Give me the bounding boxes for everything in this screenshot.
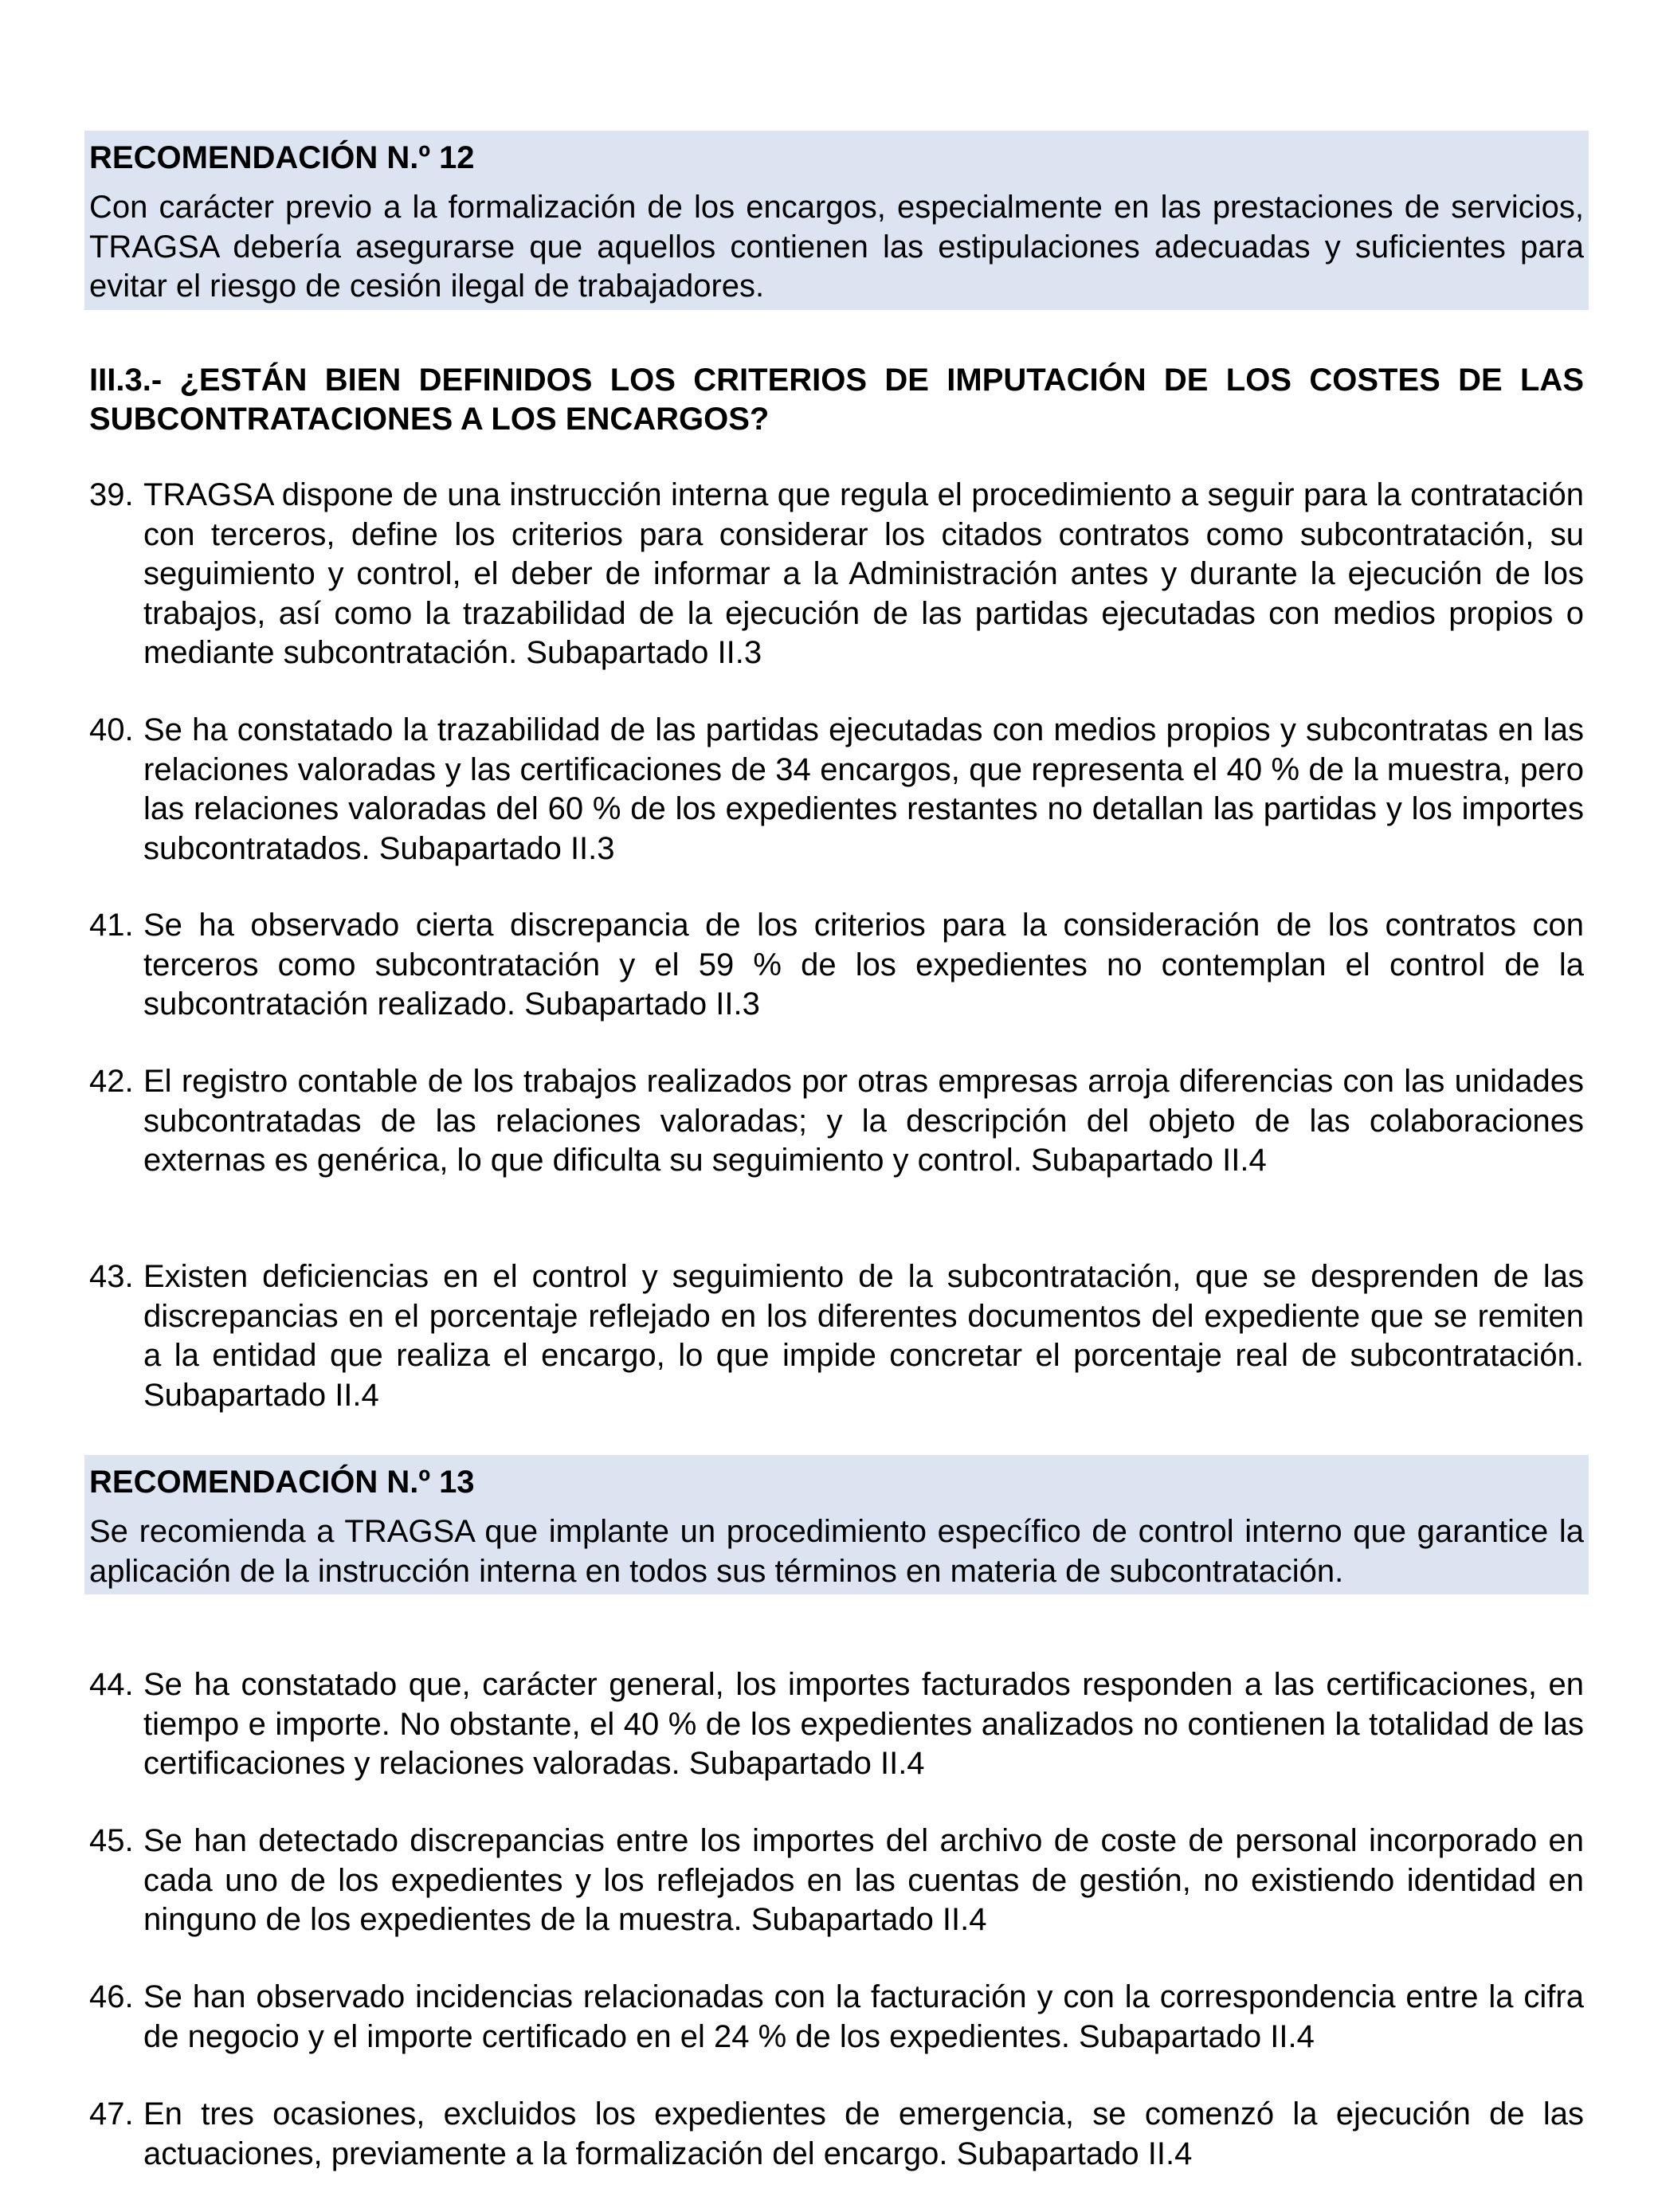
paragraph-text: En tres ocasiones, excluidos los expedientes de emergencia, se comenzó la ejecución de las actuaciones, previamente a la formalización del encargo. Subapartado II.4: [143, 2096, 1584, 2171]
paragraph-47: [89, 2095, 1584, 2174]
recommendation-text: Se recomienda a TRAGSA que implante un procedimiento específico de control interno que garantice la aplicación de la instrucción interna en todos sus términos en materia de subcontratación.: [89, 1514, 1584, 1589]
paragraph-46: [89, 1978, 1584, 2057]
paragraph-number: 43.: [89, 1259, 134, 1294]
paragraph-number: 44.: [89, 1667, 134, 1702]
paragraph-number: 40.: [89, 712, 134, 747]
paragraph-42: [89, 1062, 1584, 1181]
paragraph-text: Se ha constatado que, carácter general, los importes facturados responden a las certificaciones, en tiempo e importe. No obstante, el 40 % de los expedientes analizados no contienen la totalidad de las certificaciones y relaciones valoradas. Subapartado II.4: [143, 1667, 1584, 1781]
paragraph-41: [89, 906, 1584, 1025]
paragraph-40: [89, 711, 1584, 869]
paragraph-45: [89, 1822, 1584, 1940]
paragraph-number: 46.: [89, 1979, 134, 2014]
paragraph-text: Se ha constatado la trazabilidad de las partidas ejecutadas con medios propios y subcontratas en las relaciones valoradas y las certificaciones de 34 encargos, que representa el 40 % de la muestra, pero las relaciones valoradas del 60 % de los expedientes restantes no detallan las partidas y los importes subcontratados. Subapartado II.3: [143, 712, 1584, 866]
paragraph-text: TRAGSA dispone de una instrucción interna que regula el procedimiento a seguir para la contratación con terceros, define los criterios para considerar los citados contratos como subcontratación, su seguimiento y control, el deber de informar a la Administración antes y durante la ejecución de los trabajos, así como la trazabilidad de la ejecución de las partidas ejecutadas con medios propios o mediante subcontratación. Subapartado II.3: [143, 477, 1584, 670]
paragraph-text: Se han detectado discrepancias entre los importes del archivo de coste de personal incorporado en cada uno de los expedientes y los reflejados en las cuentas de gestión, no existiendo identidad en ninguno de los expedientes de la muestra. Subapartado II.4: [143, 1823, 1584, 1937]
recommendation-box-12: [84, 131, 1589, 310]
paragraph-text: Se ha observado cierta discrepancia de los criterios para la consideración de los contratos con terceros como subcontratación y el 59 % de los expedientes no contemplan el control de la subcontratación realizado. Subapartado II.3: [143, 908, 1584, 1022]
paragraph-number: 42.: [89, 1064, 134, 1099]
recommendation-title: RECOMENDACIÓN N.º 12: [89, 140, 475, 175]
paragraph-number: 47.: [89, 2096, 134, 2132]
recommendation-box-13: [84, 1455, 1589, 1594]
paragraph-number: 41.: [89, 908, 134, 943]
recommendation-text: Con carácter previo a la formalización de los encargos, especialmente en las prestaciones de servicios, TRAGSA debería asegurarse que aquellos contienen las estipulaciones adecuadas y suficientes para evitar el riesgo de cesión ilegal de trabajadores.: [89, 190, 1584, 304]
paragraph-39: [89, 476, 1584, 673]
paragraph-43: [89, 1257, 1584, 1415]
paragraph-text: El registro contable de los trabajos realizados por otras empresas arroja diferencias con las unidades subcontratadas de las relaciones valoradas; y la descripción del objeto de las colaboraciones externas es genérica, lo que dificulta su seguimiento y control. Subapartado II.4: [143, 1064, 1584, 1178]
paragraph-number: 39.: [89, 477, 134, 512]
section-heading: III.3.- ¿ESTÁN BIEN DEFINIDOS LOS CRITERIOS DE IMPUTACIÓN DE LOS COSTES DE LAS SUBCONTRATACIONES A LOS ENCARGOS?: [89, 363, 1584, 437]
recommendation-title: RECOMENDACIÓN N.º 13: [89, 1465, 475, 1500]
paragraph-44: [89, 1665, 1584, 1784]
paragraph-number: 45.: [89, 1823, 134, 1858]
paragraph-text: Se han observado incidencias relacionadas con la facturación y con la correspondencia entre la cifra de negocio y el importe certificado en el 24 % de los expedientes. Subapartado II.4: [143, 1979, 1584, 2054]
paragraph-text: Existen deficiencias en el control y seguimiento de la subcontratación, que se desprenden de las discrepancias en el porcentaje reflejado en los diferentes documentos del expediente que se remiten a la entidad que realiza el encargo, lo que impide concretar el porcentaje real de subcontratación. Subapartado II.4: [143, 1259, 1584, 1413]
